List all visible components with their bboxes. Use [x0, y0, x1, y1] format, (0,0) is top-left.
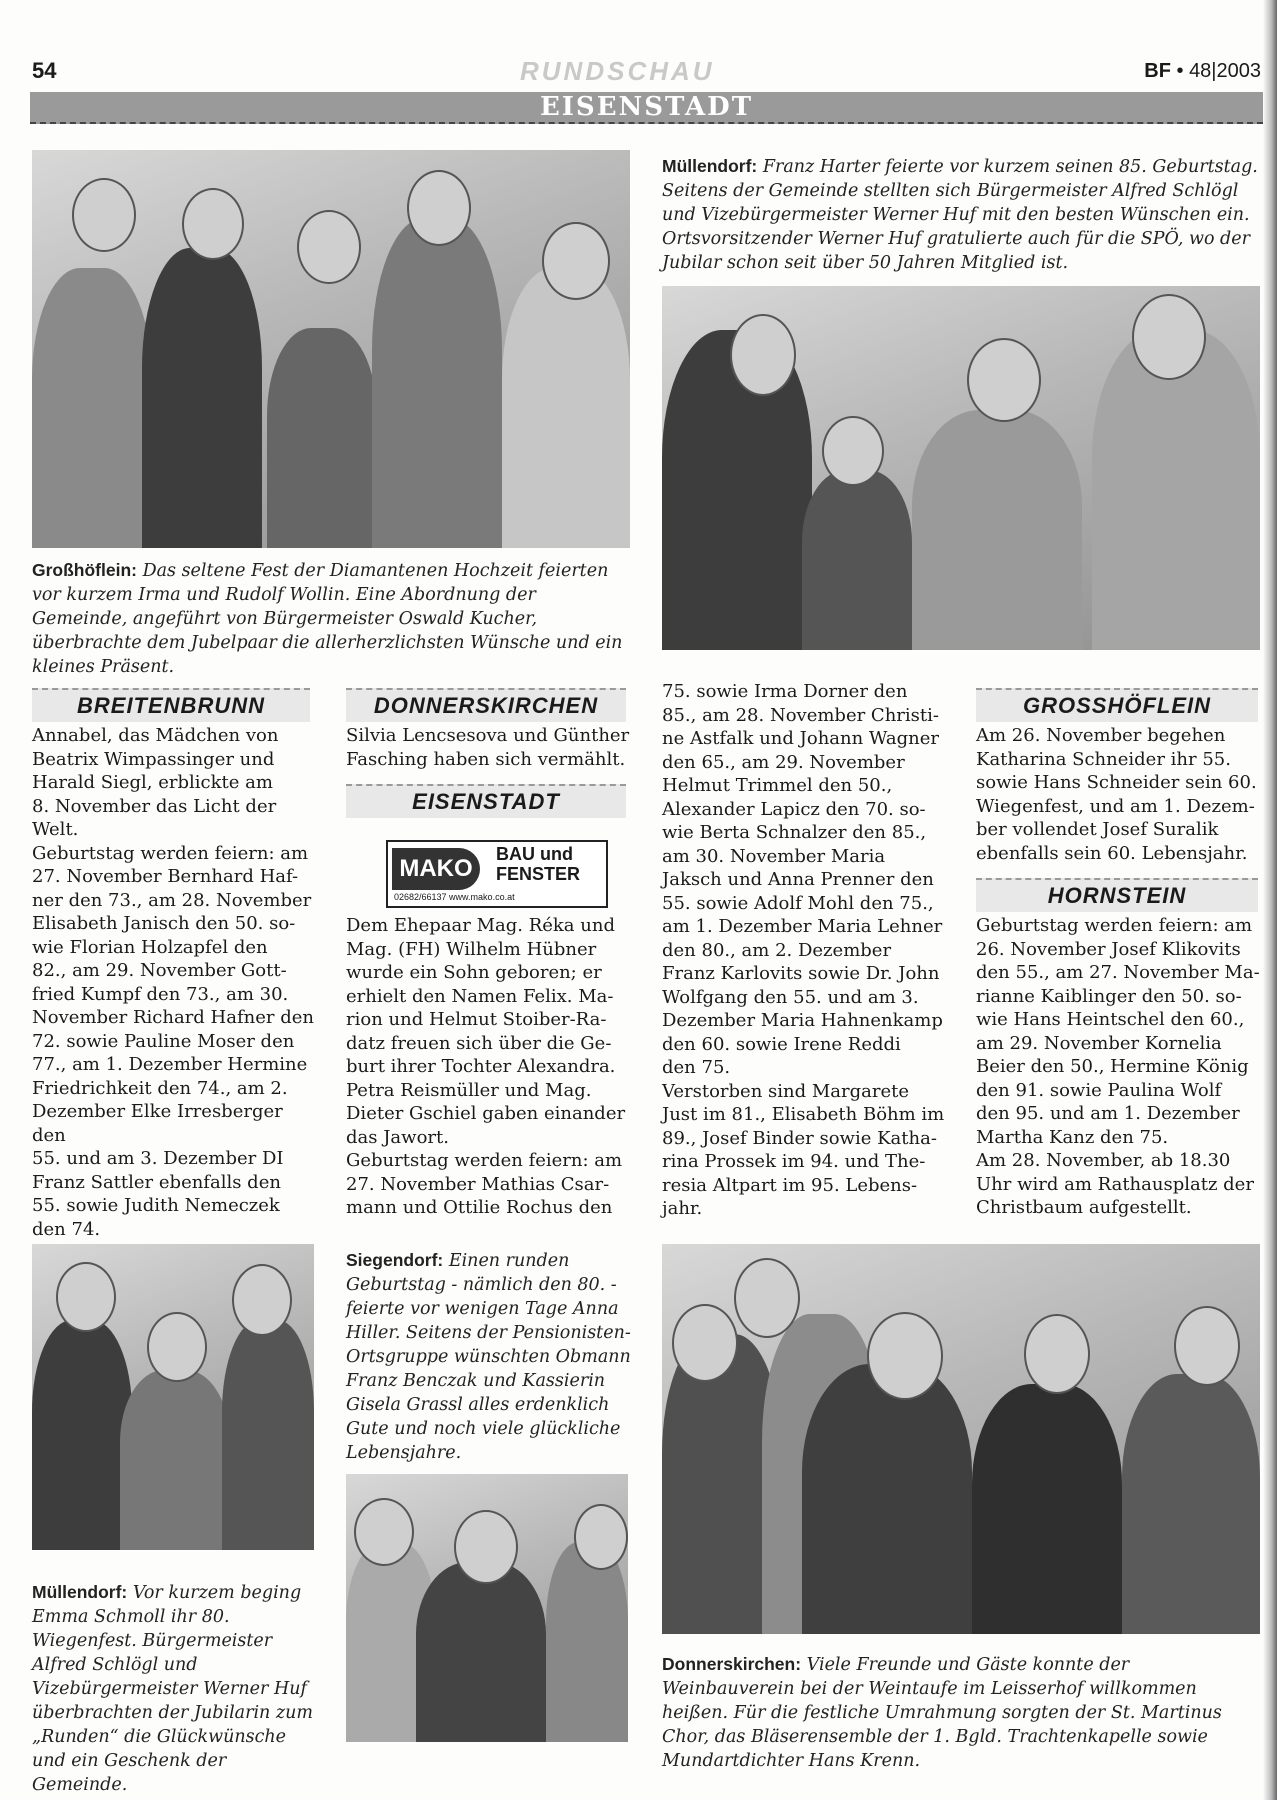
- caption-text: Einen runden Geburtstag - nämlich den 80. - feierte vor wenigen Tage Anna Hiller. Seitens der Pensionisten-Ortsgruppe wünschten Obmann Franz Benczak und Kassierin Gisela Grassl alles erdenklich Gute und noch viele glückliche Lebensjahre.: [346, 1251, 631, 1463]
- page-binding-edge: [1263, 0, 1277, 1800]
- caption-text: Das seltene Fest der Diamantenen Hochzeit feierten vor kurzem Irma und Rudolf Wollin. Eine Abordnung der Gemeinde, angeführt von Bürgermeister Oswald Kucher, überbrachte dem Jubelpaar die allerherzlichsten Wünsche und ein kleines Präsent.: [32, 561, 623, 677]
- issue-number: 48|2003: [1189, 60, 1261, 82]
- section-band: [30, 92, 1263, 124]
- text-grosshoeflein: Am 26. November begehen Katharina Schneider ihr 55. sowie Hans Schneider sein 60. Wiegenfest, und am 1. Dezem- ber vollendet Josef Suralik ebenfalls sein 60. Lebensjahr.: [976, 725, 1257, 864]
- publication-name: BF: [1144, 60, 1171, 82]
- caption-place: Großhöflein:: [32, 560, 137, 580]
- page-number: 54: [32, 58, 57, 83]
- photo-siegendorf: [346, 1474, 628, 1742]
- caption-muellendorf-schmoll: [32, 1580, 322, 1797]
- caption-siegendorf: [346, 1248, 636, 1465]
- ad-contact: 02682/66137 www.mako.co.at: [394, 892, 515, 902]
- text-donnerskirchen: Silvia Lencsesova und Günther Fasching haben sich vermählt.: [346, 725, 630, 770]
- issue-info: [1144, 60, 1261, 83]
- text-hornstein: Geburtstag werden feiern: am 26. November Josef Klikovits den 55., am 27. November Ma- rianne Kaiblinger den 50. so- wie Hans Heintschel den 60., am 29. November Kornelia Beier den 50., Hermine König den 91. sowie Paulina Wolf den 95. und am 1. Dezember Martha Kanz den 75. Am 28. November, ab 18.30 Uhr wird am Rathausplatz der Christbaum aufgestellt.: [976, 915, 1260, 1218]
- photo-muellendorf-harter: [662, 286, 1260, 650]
- photo-grosshoeflein-couple: [32, 150, 630, 548]
- caption-text: Franz Harter feierte vor kurzem seinen 85. Geburtstag. Seitens der Gemeinde stellten sich Bürgermeister Alfred Schlögl und Vizebürgermeister Werner Huf mit den besten Wünschen ein. Ortsvorsitzender Werner Huf gratulierte auch für die SPÖ, wo der Jubilar schon seit über 50 Jahren Mitglied ist.: [662, 157, 1258, 273]
- heading-eisenstadt: EISENSTADT: [346, 784, 626, 818]
- text-eisenstadt-continued: 75. sowie Irma Dorner den 85., am 28. November Christi- ne Astfalk und Johann Wagner den 65., am 29. November Helmut Trimmel den 50., Alexander Lapicz den 70. so- wie Berta Schnalzer den 85., am 30. November Maria Jaksch und Anna Prenner den 55. sowie Adolf Mohl den 75., am 1. Dezember Maria Lehner den 80., am 2. Dezember Franz Karlovits sowie Dr. John Wolfgang den 55. und am 3. Dezember Maria Hahnenkamp den 60. sowie Irene Reddi den 75. Verstorben sind Margarete Just im 81., Elisabeth Böhm im 89., Josef Binder sowie Katha- rina Prossek im 94. und The- resia Altpart im 95. Lebens- jahr.: [662, 681, 945, 1219]
- caption-text: Vor kurzem beging Emma Schmoll ihr 80. Wiegenfest. Bürgermeister Alfred Schlögl und Vizebürgermeister Werner Huf überbrachten der Jubilarin zum „Runden“ die Glückwünsche und ein Geschenk der Gemeinde.: [32, 1583, 313, 1795]
- caption-text: Viele Freunde und Gäste konnte der Weinbauverein bei der Weintaufe im Leisserhof willkommen heißen. Für die festliche Umrahmung sorgten der St. Martinus Chor, das Bläserensemble der 1. Bgld. Trachtenkapelle sowie Mundartdichter Hans Krenn.: [662, 1655, 1222, 1771]
- ad-mako[interactable]: [386, 840, 608, 908]
- photo-donnerskirchen-weintaufe: [662, 1244, 1260, 1634]
- caption-place: Donnerskirchen:: [662, 1654, 802, 1674]
- section-kicker: RUNDSCHAU: [520, 56, 715, 86]
- caption-muellendorf-harter: [662, 154, 1260, 275]
- caption-place: Siegendorf:: [346, 1250, 444, 1270]
- text-breitenbrunn: Annabel, das Mädchen von Beatrix Wimpassinger und Harald Siegl, erblickte am 8. November das Licht der Welt. Geburtstag werden feiern: am 27. November Bernhard Haf- ner den 73., am 28. November Elisabeth Janisch den 50. so- wie Florian Holzapfel den 82., am 29. November Gott- fried Kumpf den 73., am 30. November Richard Hafner den 72. sowie Pauline Moser den 77., am 1. Dezember Hermine Friedrichkeit den 74., am 2. Dezember Elke Irresberger den 55. und am 3. Dezember DI Franz Sattler ebenfalls den 55. sowie Judith Nemeczek den 74.: [32, 725, 314, 1240]
- text-eisenstadt: Dem Ehepaar Mag. Réka und Mag. (FH) Wilhelm Hübner wurde ein Sohn geboren; er erhielt den Namen Felix. Ma- rion und Helmut Stoiber-Ra- datz freuen sich über die Ge- burt ihrer Tochter Alexandra. Petra Reismüller und Mag. Dieter Gschiel gaben einander das Jawort. Geburtstag werden feiern: am 27. November Mathias Csar- mann und Ottilie Rochus den: [346, 915, 626, 1218]
- heading-donnerskirchen: DONNERSKIRCHEN: [346, 688, 626, 722]
- caption-place: Müllendorf:: [662, 156, 758, 176]
- heading-breitenbrunn: BREITENBRUNN: [32, 688, 310, 722]
- ad-line-1: BAU und: [496, 844, 573, 864]
- caption-place: Müllendorf:: [32, 1582, 128, 1602]
- caption-grosshoeflein: [32, 558, 632, 679]
- ad-brand: MAKO: [392, 848, 480, 890]
- section-band-title: EISENSTADT: [539, 92, 754, 122]
- photo-muellendorf-schmoll: [32, 1244, 314, 1550]
- heading-grosshoeflein: GROSSHÖFLEIN: [976, 688, 1258, 722]
- ad-line-2: FENSTER: [496, 864, 581, 884]
- heading-hornstein: HORNSTEIN: [976, 878, 1258, 912]
- issue-separator: •: [1176, 60, 1184, 82]
- caption-donnerskirchen: [662, 1652, 1262, 1773]
